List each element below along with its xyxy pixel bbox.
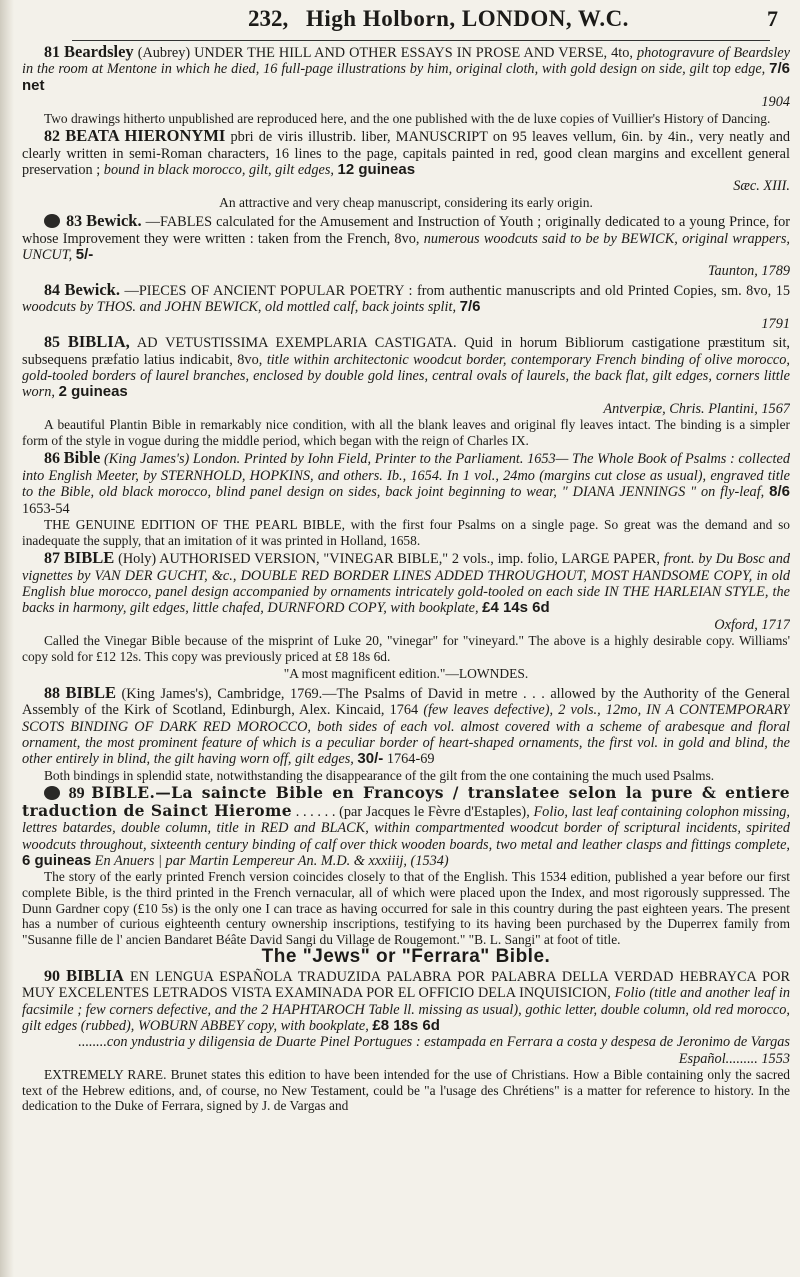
lot-price: £4 14s 6d bbox=[482, 599, 550, 617]
lot-number: 83 bbox=[66, 213, 83, 231]
lot-title: Beardsley bbox=[64, 44, 134, 61]
lot-title: Bewick. bbox=[64, 279, 120, 299]
lot-physical-description: Folio (title and another leaf in facsimile ; few corners defective, and the 2 HAPHTAROCH Table ll. missing as usual), gothic letter, double column, old red morocco, gilt edges (rubbed), WOBURN ABBEY copy, with bookplate, bbox=[22, 985, 790, 1034]
lot-title: BIBLE bbox=[65, 682, 116, 702]
entry-description bbox=[22, 279, 790, 332]
lot-note: Both bindings in splendid state, notwithstanding the disappearance of the gilt from the one containing the much used Psalms. bbox=[44, 767, 715, 783]
entry-88 bbox=[22, 682, 790, 784]
lot-price: 6 guineas bbox=[22, 852, 92, 869]
lot-physical-description: front. by Du Bosc and vignettes by VAN DER GUCHT, &c., DOUBLE RED BORDER LINES ADDED THROUGHOUT, MOST HANDSOME COPY, in old English blue morocco, panel design accompanied by ornaments intricately gold-tooled on each side IN THE HARLEIAN STYLE, the backs in harmony, gilt edges, little chafed, DURNFORD COPY, with bookplate, bbox=[22, 551, 790, 617]
lot-note: Called the Vinegar Bible because of the misprint of Luke 20, "vinegar" for "vineyard." The above is a highly desirable copy. Williams' copy sold for £12 12s. This copy was previously priced at £8 18s 6d. bbox=[22, 633, 790, 664]
lot-number: 87 bbox=[44, 550, 60, 568]
section-heading: The "Jews" or "Ferrara" Bible. bbox=[261, 946, 551, 968]
lot-note: EXTREMELY RARE. Brunet states this edition to have been intended for the use of Christians. How a Bible containing only the sacred text of the Hebrew editions, and, of course, no New Testament, could be "a l'usage des Chrétiens" is a matter for reference to history. In the dedication to the Duke of Ferrara, signed by J. de Vargas and bbox=[22, 1067, 790, 1114]
lot-physical-description: title within architectonic woodcut border, contemporary French binding of olive morocco, gold-tooled borders of laurel branches, enclosed by double gold lines, central ovals of laurels, the back flat, gilt edges, corners little worn, bbox=[22, 351, 790, 401]
lot-price: 30/- bbox=[357, 750, 384, 768]
lot-text: AD VETUSTISSIMA EXEMPLARIA CASTIGATA. Quid in horum Bibliorum castigatione præstitum sit, subsequens præfatio latius indicabit, 8vo, bbox=[22, 335, 790, 368]
lot-number: 86 bbox=[44, 450, 60, 468]
lot-title: BIBLE bbox=[63, 548, 115, 568]
lot-text: (King James's), Cambridge, 1769.—The Psalms of David in metre . . . allowed by the Authority of the General Assembly of the Kirk of Scotland, Edinburgh, Alex. Kincaid, 1764 bbox=[22, 685, 790, 719]
lot-number: 81 bbox=[44, 44, 60, 61]
lot-imprint: Oxford, 1717 bbox=[714, 616, 790, 633]
entry-90 bbox=[22, 946, 790, 1114]
lot-imprint: 1764-69 bbox=[386, 751, 435, 768]
lot-title: BIBLIA, bbox=[67, 332, 130, 352]
lot-text: (King James's) London. Printed by Iohn Field, Printer to the Parliament. 1653— The Whole Book of Psalms : collected into English Meeter, by STERNHOLD, HOPKINS, and others. Ib., 1654. In 1 vol., 24mo bbox=[22, 451, 790, 484]
entry-83 bbox=[22, 213, 790, 280]
lot-title: Bible bbox=[63, 448, 101, 468]
page-binding-shadow bbox=[0, 0, 14, 1277]
entry-description bbox=[22, 44, 790, 111]
lot-text: —FABLES calculated for the Amusement and Instruction of Youth ; originally dedicated to a young Prince, for whose Improvement they were written : taken from the French, 8vo, bbox=[22, 214, 790, 247]
lot-price: 2 guineas bbox=[58, 383, 128, 401]
lot-text: EN LENGUA ESPAÑOLA TRADUZIDA PALABRA POR PALABRA DELLA VERDAD HEBRAYCA POR MUY EXCELENTES LETRADOS VISTA EXAMINADA POR EL OFFICIO DELA INQUISICION, bbox=[22, 968, 790, 1002]
lot-physical-description: woodcuts by THOS. and JOHN BEWICK, old mottled calf, back joints split, bbox=[22, 299, 457, 316]
lot-imprint: Antverpiæ, Chris. Plantini, 1567 bbox=[603, 400, 790, 417]
header-rule bbox=[72, 40, 770, 41]
entry-82 bbox=[22, 128, 790, 211]
ink-blot-mark bbox=[44, 786, 60, 800]
lot-imprint: 1904 bbox=[761, 94, 790, 111]
entry-86 bbox=[22, 450, 790, 548]
lot-text: . . . . . . (par Jacques le Fèvre d'Estaples), bbox=[295, 803, 530, 820]
lot-title: BIBLIA bbox=[66, 965, 124, 985]
lot-physical-description: photogravure of Beardsley in the room at Mentone in which he died, 16 full-page illustrations by him, original cloth, with gold design on side, gilt top edge, bbox=[22, 45, 790, 78]
lot-price: 12 guineas bbox=[337, 161, 416, 179]
lot-imprint: En Anuers | par Martin Lempereur An. M.D. & xxxiiij, (1534) bbox=[94, 853, 449, 869]
lot-physical-description: numerous woodcuts said to be by BEWICK, original wrappers, UNCUT, bbox=[22, 230, 790, 264]
page-number: 232, bbox=[248, 6, 289, 31]
lot-note: The story of the early printed French version coincides closely to that of the English. This 1534 edition, published a year before our first complete Bible, is the third printed in the French vernacular, all of which were placed upon the Index, and most rigorously suppressed. The Dunn Gardner copy (£10 5s) is the only one I can trace as having occurred for sale in this country during the past eighteen years. The present has a number of curious eighteenth century ownership inscriptions, testifying to its having been purchased by the Duperrex family from "Susanne fille de l' ancien Bandaret Béâte David Sangi du Village de Rougemont." "B. L. Sangi" at foot of title. bbox=[22, 869, 790, 947]
entry-description bbox=[22, 550, 790, 633]
lot-number: 90 bbox=[44, 967, 60, 985]
lot-imprint: ........con yndustria y diligensia de Duarte Pinel Portugues : estampada en Ferrara a costa y despesa de Jeronimo de Vargas Español......... 1553 bbox=[78, 1034, 790, 1067]
entry-description bbox=[22, 965, 790, 1067]
lot-note: A beautiful Plantin Bible in remarkably nice condition, with all the blank leaves and original fly leaves intact. The binding is a simpler form of the style in vogue during the middle period, which began with the reign of Charles IX. bbox=[22, 417, 790, 448]
lot-number: 82 bbox=[44, 128, 60, 146]
lot-imprint: 1791 bbox=[761, 315, 790, 332]
running-title: High Holborn, LONDON, W.C. bbox=[306, 6, 629, 31]
lot-number: 88 bbox=[44, 684, 60, 702]
lot-note: THE GENUINE EDITION OF THE PEARL BIBLE, with the first four Psalms on a single page. So great was the demand and so inadequate the supply, that an imitation of it was printed in Holland, 1658. bbox=[22, 516, 790, 548]
entry-description bbox=[22, 128, 790, 195]
lot-price: £8 18s 6d bbox=[372, 1017, 440, 1034]
lot-text: pbri de viris illustrib. liber, MANUSCRIPT on 95 leaves vellum, 6in. by 4in., very neatly and clearly written in semi-Roman characters, 16 lines to the page, capitals painted in red, good clean margins and excellent general preservation ; bbox=[22, 129, 790, 179]
lot-price: 7/6 net bbox=[22, 60, 790, 94]
lot-imprint: 1653-54 bbox=[22, 500, 70, 517]
lot-imprint: Sæc. XIII. bbox=[733, 178, 790, 195]
entry-description bbox=[22, 334, 790, 417]
lot-physical-description: (few leaves defective), 2 vols., 12mo, IN A CONTEMPORARY SCOTS BINDING OF DARK RED MOROCCO, both sides of each vol. almost covered with a scheme of arabesque and floral ornament, the most prominent feature of which is a peculiar border of heart-shaped ornaments, the first vol. in gold and blind, the other entirely in blind, the gilt having worn off, gilt edges, bbox=[22, 702, 790, 768]
entry-89 bbox=[22, 785, 790, 947]
entry-description bbox=[22, 682, 790, 768]
lot-physical-description: (margins cut close as usual), engraved title to the Bible, old black morocco, blind panel design on sides, back joint beginning to wear, " DIANA JENNINGS " on fly-leaf, bbox=[22, 467, 790, 501]
header-mark: 7 bbox=[767, 6, 778, 31]
entry-description bbox=[22, 450, 790, 517]
lot-price: 8/6 bbox=[769, 483, 790, 501]
lot-number: 89 bbox=[68, 785, 85, 803]
lot-number: 85 bbox=[44, 334, 60, 352]
lot-text: (Holy) AUTHORISED VERSION, "VINEGAR BIBLE," 2 vols., imp. folio, LARGE PAPER, bbox=[118, 551, 660, 568]
entry-description bbox=[22, 213, 790, 280]
lot-title: BIBLE.—La saincte Bible en Francoys / translatee selon la pure & entiere traduction de Sainct Hierome bbox=[22, 783, 790, 820]
lot-note: An attractive and very cheap manuscript, considering its early origin. bbox=[219, 194, 593, 210]
lot-price: 7/6 bbox=[459, 298, 481, 316]
lot-note: Two drawings hitherto unpublished are reproduced here, and the one published with the de luxe copies of Vuillier's History of Dancing. bbox=[44, 110, 771, 126]
lot-number: 84 bbox=[44, 281, 60, 299]
entry-84 bbox=[22, 279, 790, 332]
lot-physical-description: Folio, last leaf containing colophon missing, lettres batardes, double column, title in RED and BLACK, within compartmented woodcut border of scriptural incidents, spirited woodcuts throughout, sixteenth century binding of calf over thick wooden boards, two metal and leather clasps and fittings complete, bbox=[22, 803, 790, 853]
lot-imprint: Taunton, 1789 bbox=[707, 263, 790, 280]
entry-85 bbox=[22, 334, 790, 448]
lot-physical-description: bound in black morocco, gilt, gilt edges, bbox=[103, 162, 334, 179]
catalogue-body bbox=[22, 44, 790, 1270]
entry-87 bbox=[22, 550, 790, 683]
ink-blot-mark bbox=[44, 214, 60, 228]
lot-price: 5/- bbox=[75, 246, 94, 264]
lot-quote: "A most magnificent edition."—LOWNDES. bbox=[283, 666, 529, 682]
lot-text: —PIECES OF ANCIENT POPULAR POETRY : from authentic manuscripts and old Printed Copies, sm. 8vo, 15 bbox=[124, 282, 790, 299]
lot-title: Bewick. bbox=[86, 211, 142, 231]
entry-description bbox=[22, 785, 790, 869]
lot-title: BEATA HIERONYMI bbox=[65, 126, 226, 146]
lot-text: (Aubrey) UNDER THE HILL AND OTHER ESSAYS IN PROSE AND VERSE, 4to, bbox=[137, 45, 633, 61]
page-header bbox=[60, 6, 780, 36]
entry-81 bbox=[22, 44, 790, 126]
